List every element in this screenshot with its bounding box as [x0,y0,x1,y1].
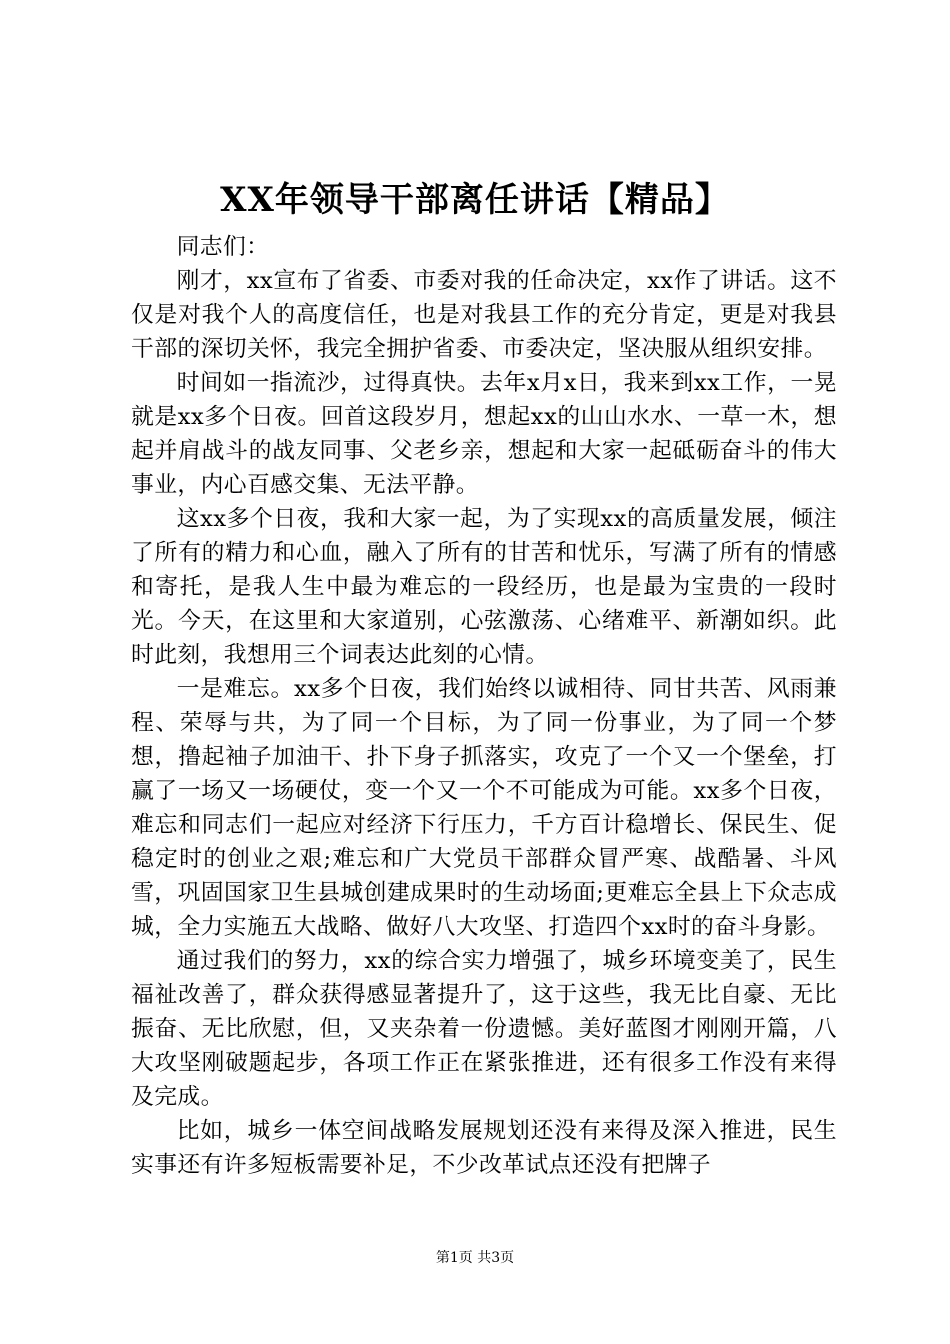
document-title: XX年领导干部离任讲话【精品】 [220,180,730,220]
paragraph: 一是难忘。xx多个日夜，我们始终以诚相待、同甘共苦、风雨兼程、荣辱与共，为了同一个目标，为了同一份事业，为了同一个梦想，撸起袖子加油干、扑下身子抓落实，攻克了一个又一个堡垒，打赢了一场又一场硬仗，变一个又一个不可能成为可能。xx多个日夜，难忘和同志们一起应对经济下行压力，千方百计稳增长、保民生、促稳定时的创业之艰;难忘和广大党员干部群众冒严寒、战酷暑、斗风雪，巩固国家卫生县城创建成果时的生动场面;更难忘全县上下众志成城，全力实施五大战略、做好八大攻坚、打造四个xx时的奋斗身影。 [131,676,837,940]
paragraph: 刚才，xx宣布了省委、市委对我的任命决定，xx作了讲话。这不仅是对我个人的高度信任，也是对我县工作的充分肯定，更是对我县干部的深切关怀，我完全拥护省委、市委决定，坚决服从组织安排。 [131,268,837,362]
page-number-footer: 第1页 共3页 [435,1250,515,1266]
paragraph: 时间如一指流沙，过得真快。去年x月x日，我来到xx工作，一晃就是xx多个日夜。回首这段岁月，想起xx的山山水水、一草一木，想起并肩战斗的战友同事、父老乡亲，想起和大家一起砥砺奋斗的伟大事业，内心百感交集、无法平静。 [131,370,837,498]
document-body [131,230,837,1182]
paragraph-salutation: 同志们： [176,234,270,260]
paragraph: 比如，城乡一体空间战略发展规划还没有来得及深入推进，民生实事还有许多短板需要补足，不少改革试点还没有把牌子 [131,1118,837,1178]
paragraph: 通过我们的努力，xx的综合实力增强了，城乡环境变美了，民生福祉改善了，群众获得感显著提升了，这于这些，我无比自豪、无比振奋、无比欣慰，但，又夹杂着一份遗憾。美好蓝图才刚刚开篇，八大攻坚刚破题起步，各项工作正在紧张推进，还有很多工作没有来得及完成。 [131,948,837,1110]
paragraph: 这xx多个日夜，我和大家一起，为了实现xx的高质量发展，倾注了所有的精力和心血，融入了所有的甘苦和忧乐，写满了所有的情感和寄托，是我人生中最为难忘的一段经历，也是最为宝贵的一段时光。今天，在这里和大家道别，心弦激荡、心绪难平、新潮如织。此时此刻，我想用三个词表达此刻的心情。 [131,506,837,668]
